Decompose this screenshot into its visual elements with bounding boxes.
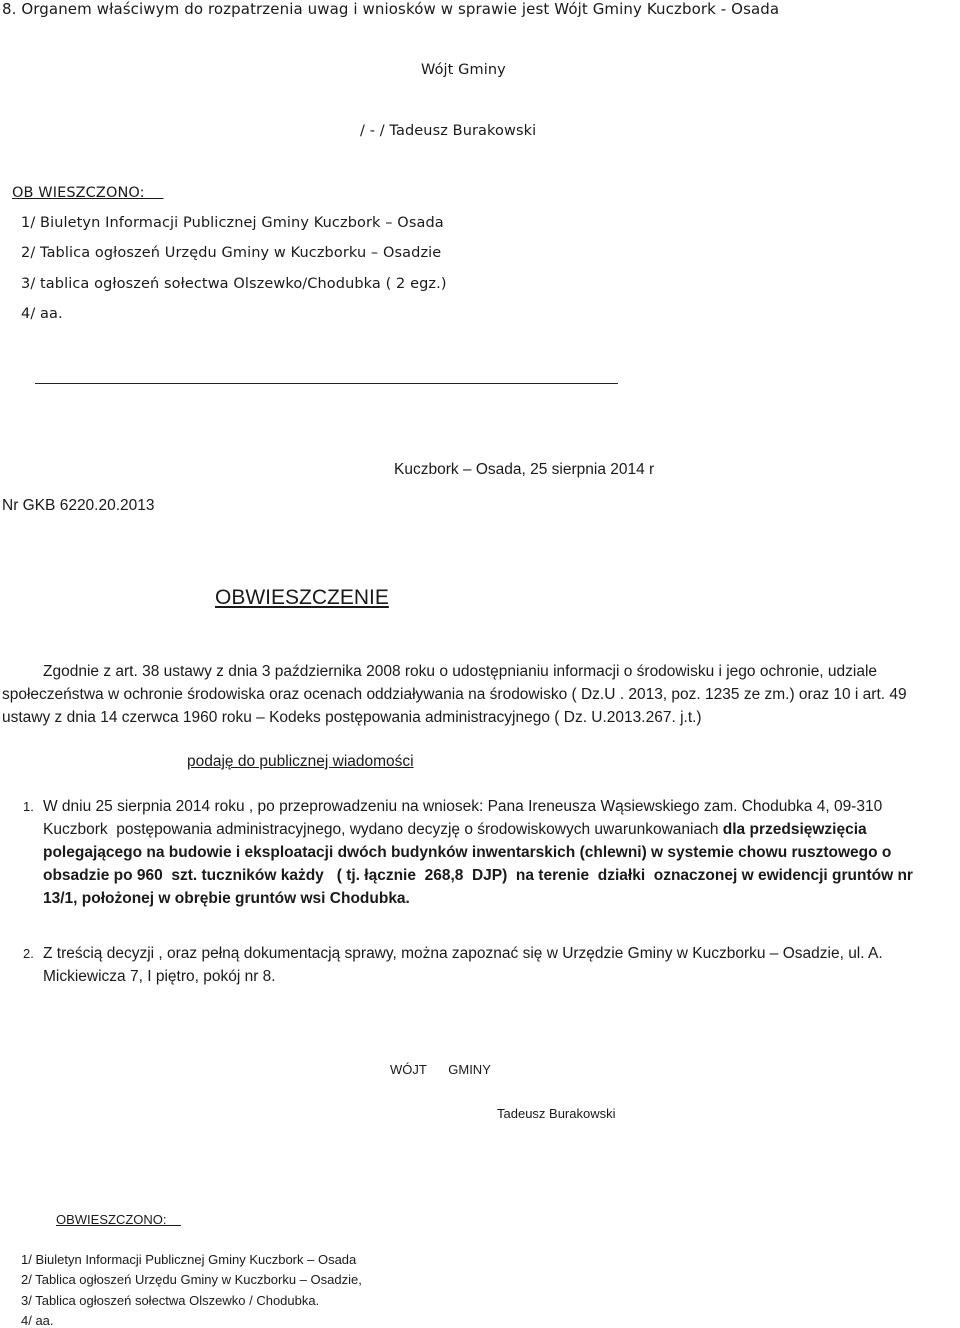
- notice-list-item: 3/ tablica ogłoszeń sołectwa Olszewko/Chodubka ( 2 egz.): [21, 276, 447, 292]
- document-title: OBWIESZCZENIE: [215, 586, 389, 609]
- footer-list-item: 4/ aa.: [21, 1313, 54, 1328]
- signature-title: WÓJT GMINY: [390, 1062, 491, 1077]
- signer-name-top: / - / Tadeusz Burakowski: [360, 123, 537, 139]
- point-1-line: W dniu 25 sierpnia 2014 roku , po przeprowadzeniu na wniosek: Pana Ireneusza Wąsiewskiego zam. Chodubka 4, 09-310: [43, 798, 883, 815]
- intro-line: Zgodnie z art. 38 ustawy z dnia 3 października 2008 roku o udostępnianiu informacji o środowisku i jego ochronie, udziale: [43, 663, 878, 680]
- point-2-line: Mickiewicza 7, I piętro, pokój nr 8.: [43, 968, 276, 985]
- intro-line: społeczeństwa w ochronie środowiska oraz ocenach oddziaływania na środowisko ( Dz.U . 2013, poz. 1235 ze zm.) oraz 10 i art. 49: [2, 686, 907, 703]
- place-date: Kuczbork – Osada, 25 sierpnia 2014 r: [394, 461, 655, 478]
- notice-list-item: 1/ Biuletyn Informacji Publicznej Gminy Kuczbork – Osada: [21, 215, 444, 231]
- point-1-line: Kuczbork postępowania administracyjnego, wydano decyzję o środowiskowych uwarunkowaniach dla przedsięwzięcia: [43, 821, 867, 838]
- footer-list-item: 2/ Tablica ogłoszeń Urzędu Gminy w Kuczborku – Osadzie,: [21, 1272, 362, 1287]
- point-1-line: obsadzie po 960 szt. tuczników każdy ( tj. łącznie 268,8 DJP) na terenie działki oznaczonej w ewidencji gruntów nr: [43, 867, 913, 884]
- point-2-number: 2.: [23, 946, 34, 961]
- point-2-line: Z treścią decyzji , oraz pełną dokumentacją sprawy, można zapoznać się w Urzędzie Gminy w Kuczborku – Osadzie, ul. A.: [43, 945, 883, 962]
- intro-line: ustawy z dnia 14 czerwca 1960 roku – Kodeks postępowania administracyjnego ( Dz. U.2013.267. j.t.): [2, 709, 702, 726]
- signer-title-top: Wójt Gminy: [421, 62, 506, 78]
- reference-number: Nr GKB 6220.20.2013: [2, 497, 155, 514]
- notice-label-top: OB WIESZCZONO:: [12, 185, 164, 201]
- point-1-number: 1.: [23, 799, 34, 814]
- separator-line: [35, 383, 618, 384]
- point-1-line: 13/1, położonej w obrębie gruntów wsi Chodubka.: [43, 890, 410, 907]
- announcement: podaję do publicznej wiadomości: [187, 753, 414, 770]
- item-8-organ: 8. Organem właściwym do rozpatrzenia uwag i wniosków w sprawie jest Wójt Gminy Kuczbork - Osada: [2, 0, 780, 18]
- footer-list-item: 1/ Biuletyn Informacji Publicznej Gminy Kuczbork – Osada: [21, 1252, 357, 1267]
- notice-list-item: 4/ aa.: [21, 306, 63, 322]
- signature-name: Tadeusz Burakowski: [497, 1106, 616, 1121]
- notice-label-bottom: OBWIESZCZONO:: [56, 1212, 181, 1227]
- notice-list-item: 2/ Tablica ogłoszeń Urzędu Gminy w Kuczborku – Osadzie: [21, 245, 442, 261]
- footer-list-item: 3/ Tablica ogłoszeń sołectwa Olszewko / Chodubka.: [21, 1293, 320, 1308]
- point-1-line: polegającego na budowie i eksploatacji dwóch budynków inwentarskich (chlewni) w systemie chowu rusztowego o: [43, 844, 892, 861]
